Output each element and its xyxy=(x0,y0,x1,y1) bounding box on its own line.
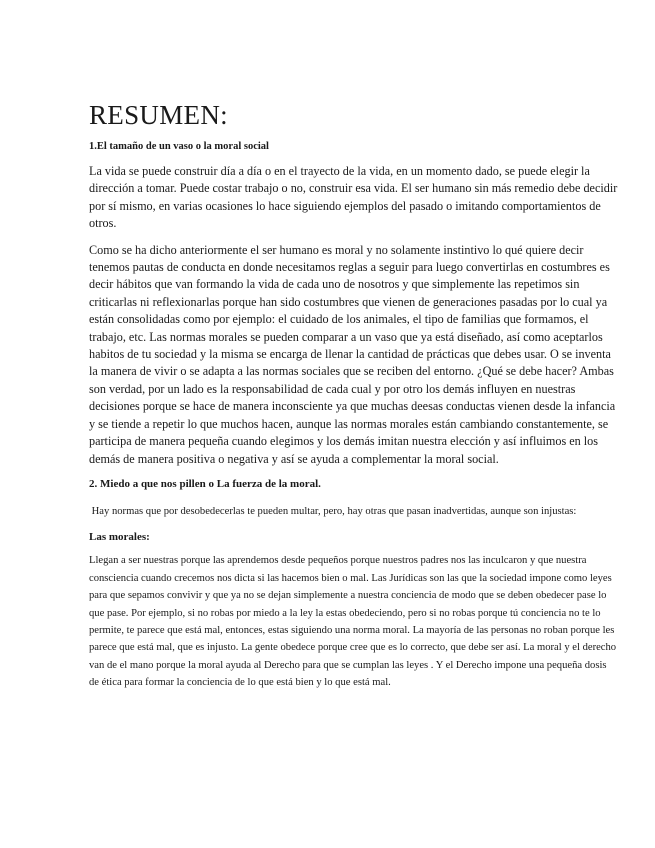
section-2-intro: Hay normas que por desobedecerlas te pueden multar, pero, hay otras que pasan inadvertidas, aunque son injustas: xyxy=(89,505,577,517)
section-1-paragraph-2: Como se ha dicho anteriormente el ser humano es moral y no solamente instintivo lo qué quiere decir tenemos pautas de conducta en donde necesitamos reglas a seguir para luego convertirlas en costumbres es decir hábitos que van formando la vida de cada uno de nosotros y que simplemente las repetimos sin criticarlas ni reflexionarlas porque han sido costumbres que vienen de generaciones pasadas por lo cual ya están consolidadas como por ejemplo: el cuidado de los animales, el tipo de familias que formamos, el trabajo, etc. Las normas morales se pueden comparar a un vaso que ya está diseñado, así como aceptarlos habitos de tu sociedad y la misma se encarga de llenar la cantidad de prácticas que debes usar. O se inventa la manera de vivir o se adapta a las normas sociales que se reciben del entorno. ¿Qué se debe hacer? Ambas son verdad, por un lado es la responsabilidad de cada cual y por otro los demás influyen en nuestras decisiones porque se hace de manera inconsciente ya que muchas deesas conductas vienen desde la infancia y se tiende a repetir lo que muchos hacen, aunque las normas morales están cambiando constantemente, se participa de manera pequeña cuando elegimos y los demás imitan nuestra elección y así influimos en los demás de manera positiva o negativa y así se ayuda a complementar la moral social. xyxy=(89,242,616,466)
section-2-heading: 2. Miedo a que nos pillen o La fuerza de la moral. xyxy=(89,477,321,490)
section-1-heading: 1.El tamaño de un vaso o la moral social xyxy=(89,141,269,152)
section-2-paragraph: Llegan a ser nuestras porque las aprendemos desde pequeños porque nuestros padres nos las inculcaron y que nuestra consciencia cuando crecemos nos dicta si las hacemos bien o mal. Las Jurídicas son las que la sociedad impone como leyes para que sepamos convivir y que ya no se dejan simplemente a nuestra conciencia de modo que se deben obedecer pase lo que pase. Por ejemplo, si no robas por miedo a la ley la estas obedeciendo, pero si no robas porque tú conciencia no te lo permite, te parece que está mal, entonces, estas siguiendo una norma moral. La mayoría de las personas no roban porque les parece que está mal, que es injusto. La gente obedece porque cree que es lo correcto, que debe ser así. La moral y el derecho van de el mano porque la moral ayuda al Derecho para que se cumplan las leyes . Y el Derecho impone una pequeña dosis de ética para formar la conciencia de lo que está bien y lo que está mal. xyxy=(89,555,617,689)
section-2-subheading: Las morales: xyxy=(89,531,150,544)
section-1-paragraph-1: La vida se puede construir día a día o en el trayecto de la vida, en un momento dado, se puede elegir la dirección a tomar. Puede costar trabajo o no, construir esa vida. El ser humano sin más remedio debe decidir por sí mismo, en varias ocasiones lo hace siguiendo ejemplos del pasado o imitando comportamientos de otros. xyxy=(89,164,618,231)
document-title: RESUMEN: xyxy=(89,100,228,130)
document-page xyxy=(89,100,619,702)
